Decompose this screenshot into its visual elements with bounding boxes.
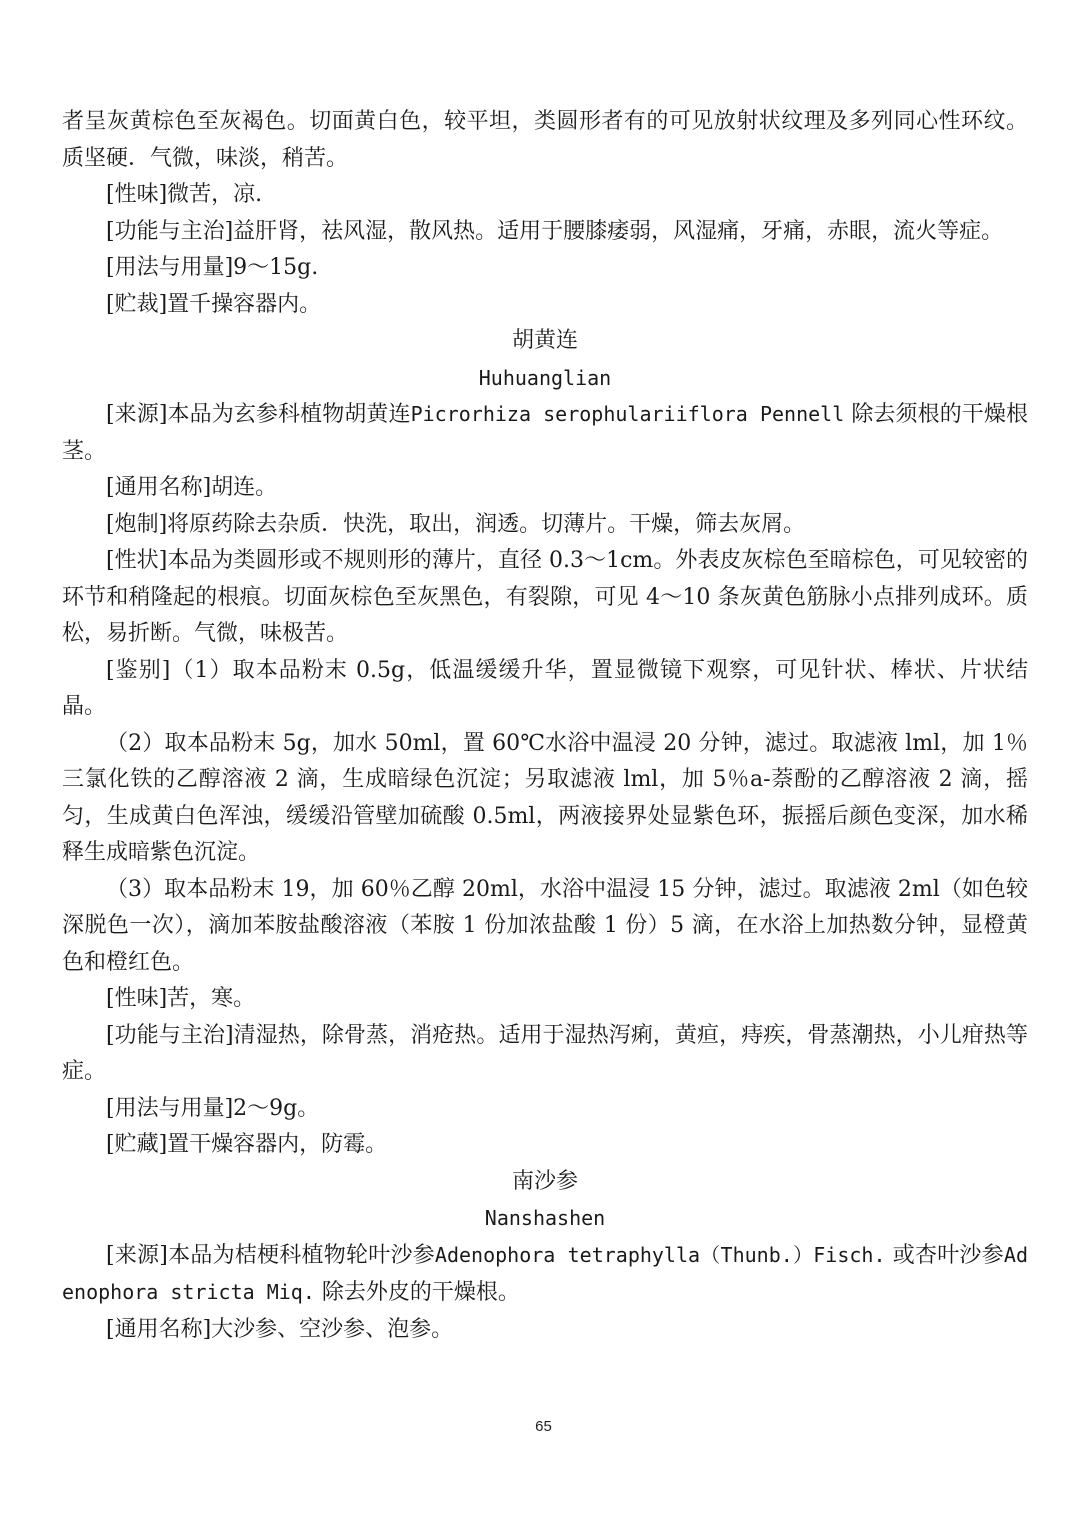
document-body xyxy=(62,104,1028,1348)
entry1-laiyuan-text-b: 除去须根的干燥根茎。 xyxy=(62,402,1028,464)
entry1-laiyuan xyxy=(62,396,1028,470)
entry2-laiyuan-text-b: 或杏叶沙参 xyxy=(885,1242,1004,1268)
entry1-paozhi: [炮制]将原药除去杂质．快洗，取出，润透。切薄片。干燥，筛去灰屑。 xyxy=(106,511,806,537)
intro-description: 者呈灰黄棕色至灰褐色。切面黄白色，较平坦，类圆形者有的可见放射状纹理及多列同心性环纹。质坚硬．气微，味淡，稍苦。 xyxy=(62,109,1028,171)
entry1-zhucang: [贮藏]置干燥容器内，防霉。 xyxy=(106,1132,388,1157)
entry1-laiyuan-text-a: [来源]本品为玄参科植物胡黄连 xyxy=(106,402,411,427)
entry2-laiyuan-text-c: 除去外皮的干燥根。 xyxy=(314,1280,520,1305)
entry2-laiyuan-latin-2: Adenophora stricta Miq. xyxy=(62,1242,1028,1304)
entry1-laiyuan-latin: Picrorhiza serophulariiflora Pennell xyxy=(410,402,845,426)
entry2-title: 南沙参 xyxy=(511,1168,578,1194)
entry1-jianbie-3: （3）取本品粉末 19，加 60％乙醇 20ml，水浴中温浸 15 分钟，滤过。取滤液 2ml（如色较深脱色一次），滴加苯胺盐酸溶液（苯胺 1 份加浓盐酸 1 份）5 滴，在水浴上加热数分钟，显橙黄色和橙红色。 xyxy=(62,876,1028,975)
intro-gongneng: [功能与主治]益肝肾，祛风湿，散风热。适用于腰膝痿弱，风湿痛，牙痛，赤眼，流火等症。 xyxy=(106,218,1004,244)
entry1-title: 胡黄连 xyxy=(511,328,578,353)
intro-xingwei: [性味]微苦，凉. xyxy=(106,182,263,207)
intro-yongfa: [用法与用量]9～15g. xyxy=(106,255,319,280)
entry2-tongyong: [通用名称]大沙参、空沙参、泡参。 xyxy=(106,1316,454,1342)
entry2-pinyin: Nanshashen xyxy=(484,1206,606,1230)
entry1-pinyin: Huhuanglian xyxy=(478,365,612,390)
entry1-jianbie-2: （2）取本品粉末 5g，加水 50ml，置 60℃水浴中温浸 20 分钟，滤过。取滤液 lml，加 1％三氯化铁的乙醇溶液 2 滴，生成暗绿色沉淀；另取滤液 lml，加 5％a-萘酚的乙醇溶液 2 滴，摇匀，生成黄白色浑浊，缓缓沿管壁加硫酸 0.5ml，两液接界处显紫色环，振摇后颜色变深，加水稀释生成暗紫色沉淀。 xyxy=(62,730,1028,865)
entry2-laiyuan-text-a: [来源]本品为桔梗科植物轮叶沙参 xyxy=(106,1242,435,1268)
entry1-yongfa: [用法与用量]2～9g。 xyxy=(106,1095,320,1121)
entry1-gongneng: [功能与主治]清湿热，除骨蒸，消疮热。适用于湿热泻痢，黄疸，痔疾，骨蒸潮热，小儿疳热等症。 xyxy=(62,1022,1028,1084)
intro-zhucang: [贮裁]置千操容器内。 xyxy=(106,291,322,317)
entry1-tongyong: [通用名称]胡连。 xyxy=(106,475,278,500)
entry1-xingzhuang: [性状]本品为类圆形或不规则形的薄片，直径 0.3～1cm。外表皮灰棕色至暗棕色，可见较密的环节和稍隆起的根痕。切面灰棕色至灰黑色，有裂隙，可见 4～10 条灰黄色筋脉小点排列成环。质松，易折断。气微，味极苦。 xyxy=(62,548,1028,646)
entry1-xingwei: [性味]苦，寒。 xyxy=(106,986,256,1011)
entry2-laiyuan xyxy=(62,1237,1028,1312)
entry1-jianbie-1: [鉴别]（1）取本品粉末 0.5g，低温缓缓升华，置显微镜下观察，可见针状、棒状、片状结晶。 xyxy=(62,657,1028,719)
page-number: 65 xyxy=(535,1418,552,1435)
entry2-laiyuan-latin-1: Adenophora tetraphylla（Thunb.）Fisch. xyxy=(434,1242,886,1267)
